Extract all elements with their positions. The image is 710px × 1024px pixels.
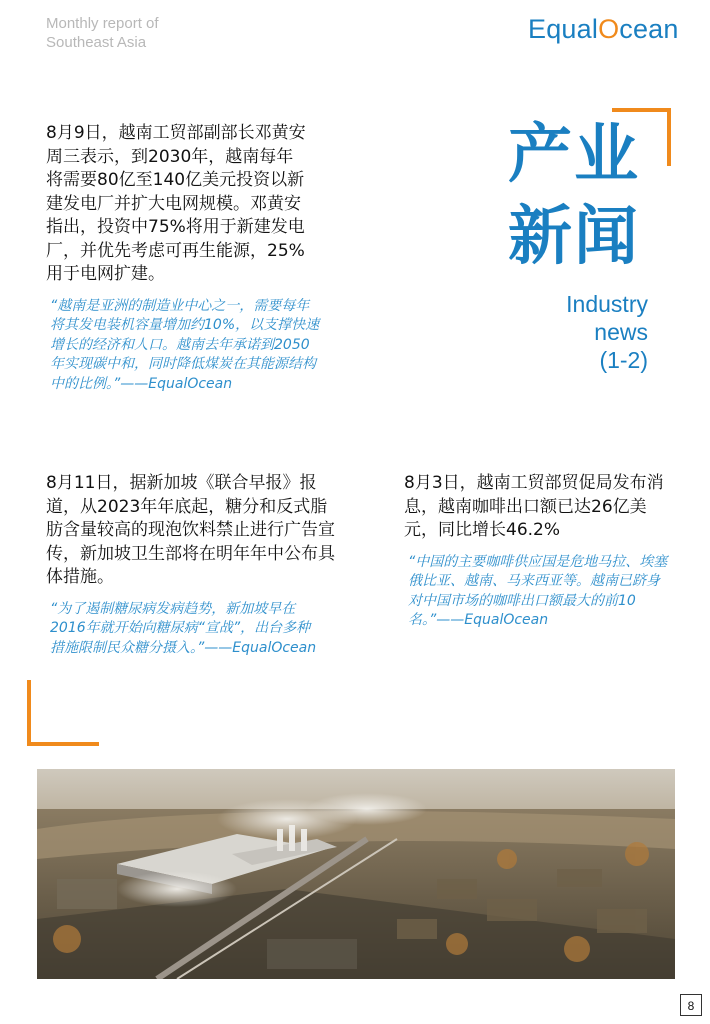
equalocean-logo: EqualOcean xyxy=(528,14,679,44)
news-quote-text: “中国的主要咖啡供应国是危地马拉、埃塞俄比亚、越南、马来西亚等。越南已跻身对中国市场的咖啡出口额最大的前10名。” xyxy=(408,553,668,628)
page-number: 8 xyxy=(680,994,702,1016)
section-title-cn-line2: 新闻 xyxy=(508,200,640,274)
section-title-en-line3: (1-2) xyxy=(599,347,648,373)
report-title xyxy=(46,14,159,52)
industrial-aerial-photo xyxy=(37,769,675,979)
section-title-en-line1: Industry xyxy=(566,291,648,317)
section-title-english xyxy=(566,290,648,374)
industrial-aerial-illustration xyxy=(37,769,675,979)
logo-o-mark-icon: O xyxy=(598,14,620,44)
report-title-line1: Monthly report of xyxy=(46,15,159,32)
report-title-line2: Southeast Asia xyxy=(46,34,147,51)
news-quote-source: ——EqualOcean xyxy=(120,375,233,392)
news-quote-source: ——EqualOcean xyxy=(436,612,549,628)
section-title-en-line2: news xyxy=(594,319,648,345)
news-body: 8月11日，据新加坡《联合早报》报道，从2023年年底起，糖分和反式脂肪含量较高的现泡饮料禁止进行广告宣传，新加坡卫生部将在明年年中公布具体措施。 xyxy=(46,473,335,587)
news-body: 8月9日，越南工贸部副部长邓黄安周三表示，到2030年，越南每年将需要80亿至140亿美元投资以新建发电厂并扩大电网规模。邓黄安指出，投资中75%将用于新建发电厂，并优先考虑可再生能源，25%用于电网扩建。 xyxy=(46,123,306,284)
section-title-cn-line1: 产业 xyxy=(508,118,640,192)
news-quote xyxy=(50,297,320,395)
news-quote-source: ——EqualOcean xyxy=(204,639,317,656)
section-title-chinese xyxy=(508,114,658,278)
corner-bracket-bottom-left xyxy=(27,680,99,746)
news-quote xyxy=(50,600,322,659)
news-quote xyxy=(408,553,673,631)
news-quote-text: “为了遏制糖尿病发病趋势，新加坡早在2016年就开始向糖尿病“宣战”，出台多种措施限制民众糖分摄入。” xyxy=(50,600,311,656)
news-body: 8月3日，越南工贸部贸促局发布消息，越南咖啡出口额已达26亿美元，同比增长46.2% xyxy=(404,473,664,540)
news-item-vietnam-power xyxy=(46,122,320,394)
news-item-vietnam-coffee xyxy=(404,472,668,631)
news-quote-text: “越南是亚洲的制造业中心之一，需要每年将其发电装机容量增加约10%，以支撑快速增长的经济和人口。越南去年承诺到2050年实现碳中和，同时降低煤炭在其能源结构中的比例。” xyxy=(50,297,320,392)
news-item-singapore-drinks xyxy=(46,472,336,658)
